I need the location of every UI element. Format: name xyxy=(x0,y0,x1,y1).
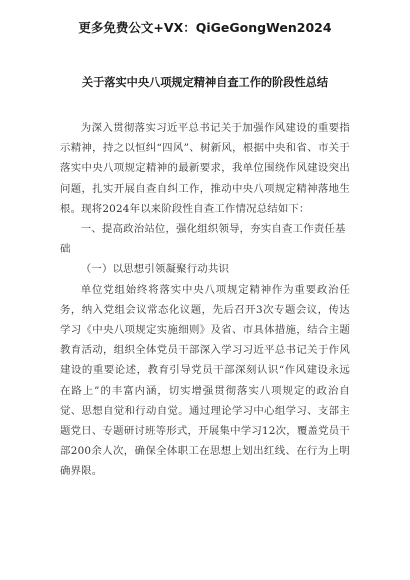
subsection-paragraph: 单位党组始终将落实中央八项规定精神作为重要政治任务，纳入党组会议常态化议题，先后召开3次专题会议，传达学习《中央八项规定实施细则》及省、市具体措施，结合主题教育活动，组织全体党员干部深入学习习近平总书记关于作风建设的重要论述，教育引导党员干部深刻认识“作风建设永远在路上”的丰富内涵，切实增强贯彻落实八项规定的政治自觉、思想自觉和行动自觉。通过理论学习中心组学习、支部主题党日、专题研讨班等形式，开展集中学习12次，覆盖党员干部200余人次，确保全体职工在思想上划出红线、在行为上明确界限。 xyxy=(60,283,350,478)
intro-paragraph: 为深入贯彻落实习近平总书记关于加强作风建设的重要指示精神，持之以恒纠“四风”、树新风，根据中央和省、市关于落实中央八项规定精神的最新要求，我单位围绕作风建设突出问题，扎实开展自查自纠工作，推动中央八项规定精神落地生根。现将2024年以来阶段性自查工作情况总结如下： xyxy=(60,122,350,215)
document-title: 关于落实中央八项规定精神自查工作的阶段性总结 xyxy=(81,76,329,89)
section-heading: 一、提高政治站位，强化组织领导，夯实自查工作责任基础 xyxy=(60,223,346,256)
promo-banner: 更多免费公文+VX：QiGeGongWen2024 xyxy=(78,20,332,35)
subsection-heading: （一）以思想引领凝聚行动共识 xyxy=(80,263,230,276)
document-body xyxy=(60,118,350,482)
